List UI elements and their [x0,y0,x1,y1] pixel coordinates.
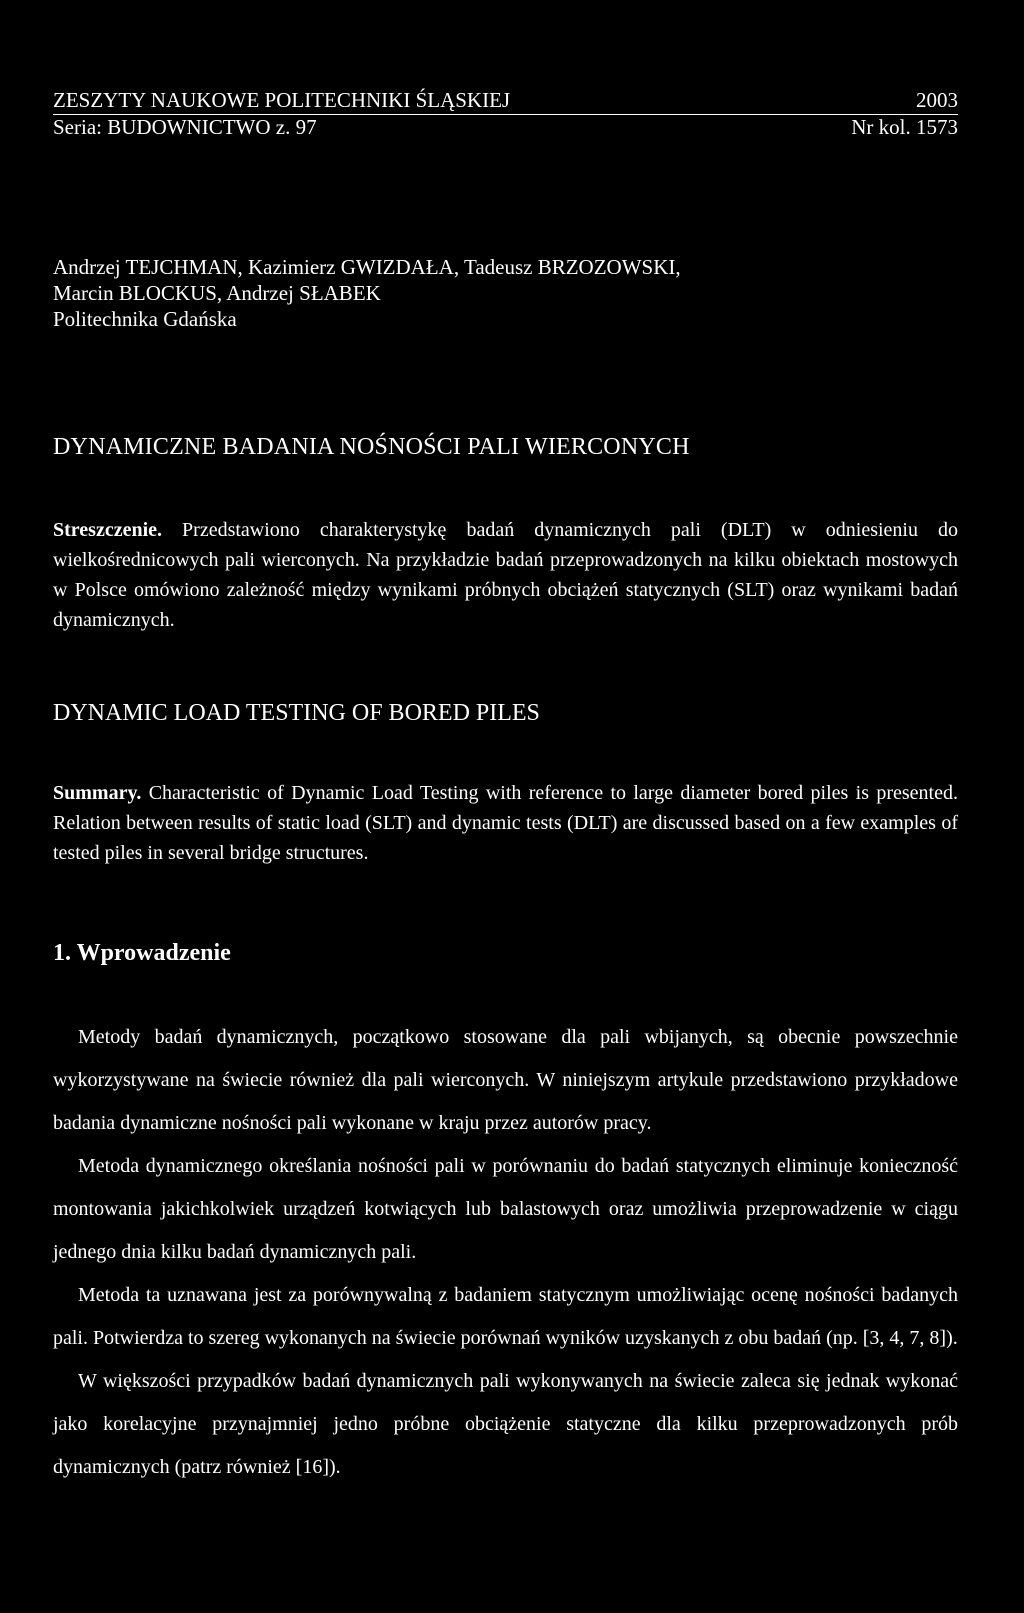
journal-header [53,88,958,115]
paper-title-polish: DYNAMICZNE BADANIA NOŚNOŚCI PALI WIERCONYCH [53,434,690,460]
journal-year: 2003 [916,88,958,112]
affiliation: Politechnika Gdańska [53,307,237,331]
abstract-polish-text: Przedstawiono charakterystykę badań dynamicznych pali (DLT) w odniesieniu do wielkośrednicowych pali wierconych. Na przykładzie badań przeprowadzonych na kilku obiektach mostowych w Polsce omówiono zależność między wynikami próbnych obciążeń statycznych (SLT) oraz wynikami badań dynamicznych. [53,519,958,631]
authors-line-2: Marcin BLOCKUS, Andrzej SŁABEK [53,281,381,305]
series-header [53,115,958,139]
abstract-english [53,778,958,868]
series-name: Seria: BUDOWNICTWO z. 97 [53,115,317,139]
paper-title-english: DYNAMIC LOAD TESTING OF BORED PILES [53,700,540,726]
journal-name: ZESZYTY NAUKOWE POLITECHNIKI ŚLĄSKIEJ [53,88,511,112]
authors-line-1: Andrzej TEJCHMAN, Kazimierz GWIZDAŁA, Tadeusz BRZOZOWSKI, [53,255,681,279]
paragraph-4: W większości przypadków badań dynamicznych pali wykonywanych na świecie zaleca się jednak wykonać jako korelacyjne przynajmniej jedno próbne obciążenie statyczne dla kilku przeprowadzonych prób dynamicznych (patrz również [16]). [53,1370,958,1478]
author-block [53,254,958,332]
abstract-polish [53,515,958,635]
paragraph-2: Metoda dynamicznego określania nośności pali w porównaniu do badań statycznych eliminuje konieczność montowania jakichkolwiek urządzeń kotwiących lub balastowych oraz umożliwia przeprowadzenie w ciągu jednego dnia kilku badań dynamicznych pali. [53,1155,958,1263]
section-heading: 1. Wprowadzenie [53,940,231,966]
paragraph-3: Metoda ta uznawana jest za porównywalną z badaniem statycznym umożliwiając ocenę nośności badanych pali. Potwierdza to szereg wykonanych na świecie porównań wyników uzyskanych z obu badań (np. [3, 4, 7, 8]). [53,1284,958,1349]
abstract-polish-label: Streszczenie. [53,519,163,541]
abstract-english-label: Summary. [53,782,142,804]
paragraph-1: Metody badań dynamicznych, początkowo stosowane dla pali wbijanych, są obecnie powszechnie wykorzystywane na świecie również dla pali wierconych. W niniejszym artykule przedstawiono przykładowe badania dynamiczne nośności pali wykonane w kraju przez autorów pracy. [53,1026,958,1134]
abstract-english-text: Characteristic of Dynamic Load Testing with reference to large diameter bored piles is presented. Relation between results of static load (SLT) and dynamic tests (DLT) are discussed based on a few examples of tested piles in several bridge structures. [53,782,958,864]
paper-page [53,0,958,1613]
section-body [53,1016,958,1489]
issue-number: Nr kol. 1573 [851,115,958,139]
